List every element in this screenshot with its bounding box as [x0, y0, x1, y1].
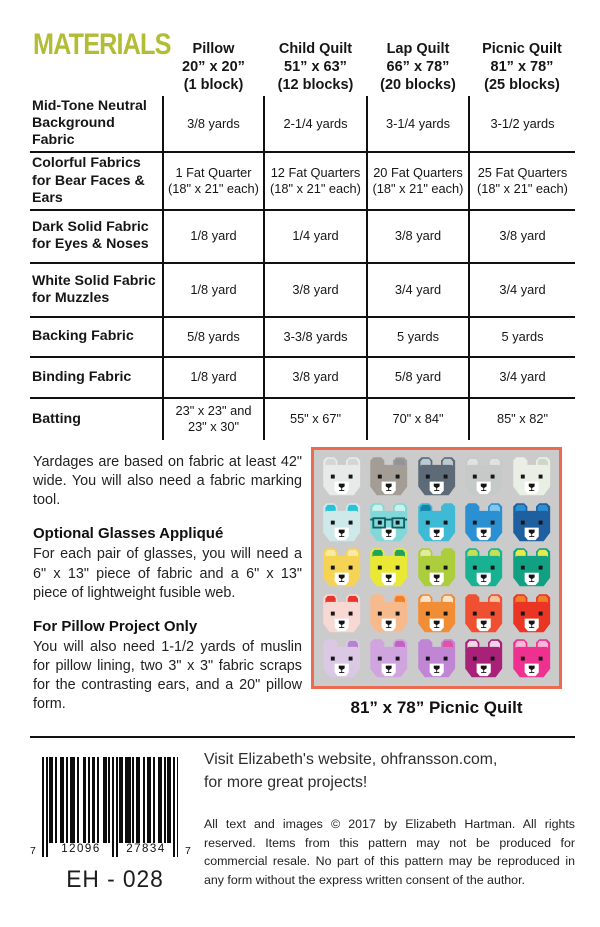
bear-block — [510, 547, 553, 589]
yardage-note: Yardages are based on fabric at least 42" wide. You will also need a fabric marking tool. — [33, 454, 302, 509]
bear-block — [510, 502, 553, 544]
table-row — [30, 317, 575, 357]
table-cell: 1/8 yard — [163, 357, 264, 398]
table-row — [30, 263, 575, 317]
table-cell: 55" x 67" — [264, 398, 367, 440]
column-size: 81” x 78” — [490, 59, 554, 76]
notes-section — [33, 453, 302, 728]
table-cell: 3/8 yard — [367, 210, 469, 263]
barcode — [30, 757, 200, 861]
table-cell: 3/8 yard — [264, 357, 367, 398]
table-cell: 1/8 yard — [163, 210, 264, 263]
bear-block — [510, 456, 553, 498]
table-cell: 3-1/4 yards — [367, 96, 469, 152]
column-blocks: (1 block) — [183, 77, 244, 94]
bear-block — [510, 593, 553, 635]
row-label: Binding Fabric — [30, 357, 163, 398]
table-cell: 3/8 yard — [469, 210, 575, 263]
column-header-picnic-quilt — [469, 38, 575, 96]
table-row — [30, 398, 575, 440]
quilt-caption: 81” x 78” Picnic Quilt — [350, 698, 523, 717]
column-size: 51” x 63” — [284, 59, 347, 76]
quilt-photo — [311, 447, 562, 689]
page-title: MATERIALS — [33, 28, 171, 61]
column-blocks: (20 blocks) — [380, 77, 456, 94]
row-label: Colorful Fabrics for Bear Faces & Ears — [30, 152, 163, 209]
bear-block — [462, 593, 505, 635]
column-blocks: (25 blocks) — [484, 77, 560, 94]
table-cell: 5/8 yard — [367, 357, 469, 398]
table-cell: 3-1/2 yards — [469, 96, 575, 152]
column-header-child-quilt — [264, 38, 367, 96]
column-name: Pillow — [192, 41, 235, 57]
product-code: EH - 028 — [66, 866, 164, 893]
table-cell: 1/8 yard — [163, 263, 264, 317]
bear-block — [462, 547, 505, 589]
table-cell: 5/8 yards — [163, 317, 264, 357]
bear-block — [415, 547, 458, 589]
website-note — [204, 749, 576, 795]
table-row — [30, 96, 575, 152]
row-label: Batting — [32, 410, 81, 427]
bear-block — [320, 502, 363, 544]
barcode-group2: 27834 — [126, 843, 166, 855]
column-name: Lap Quilt — [386, 41, 450, 57]
table-cell: 3/4 yard — [367, 263, 469, 317]
table-row — [30, 210, 575, 263]
column-size: 20” x 20” — [182, 59, 245, 76]
table-cell: 85" x 82" — [469, 398, 575, 440]
bear-block — [367, 502, 410, 544]
bear-block — [367, 593, 410, 635]
footer-divider — [30, 736, 575, 738]
bear-block — [320, 593, 363, 635]
glasses-note: For each pair of glasses, you will need a 6" x 13" piece of fabric and a 6" x 13" piece of lightweight fusible web. — [33, 546, 302, 601]
row-label: Mid-Tone Neutral Background Fabric — [30, 96, 163, 152]
column-name: Child Quilt — [278, 41, 353, 57]
barcode-right-digit: 7 — [185, 845, 191, 857]
bear-block — [510, 638, 553, 680]
table-cell: 1/4 yard — [264, 210, 367, 263]
table-cell: 3/4 yard — [469, 263, 575, 317]
bear-block — [415, 638, 458, 680]
bear-block — [462, 502, 505, 544]
barcode-group1: 12096 — [61, 843, 101, 855]
table-cell: 3/4 yard — [469, 357, 575, 398]
table-row — [30, 357, 575, 398]
table-cell: 12 Fat Quarters (18" x 21" each) — [264, 152, 367, 209]
bear-block — [462, 456, 505, 498]
column-size: 66” x 78” — [386, 59, 450, 76]
bear-block — [462, 638, 505, 680]
pillow-note: You will also need 1-1/2 yards of muslin for pillow lining, two 3" x 3" fabric scraps for the contrasting ears, and a 20" pillow form. — [33, 638, 302, 713]
barcode-bars — [42, 757, 178, 857]
table-cell: 3-3/8 yards — [264, 317, 367, 357]
column-name: Picnic Quilt — [482, 41, 562, 57]
row-label: Dark Solid Fabric for Eyes & Noses — [30, 210, 163, 263]
bear-block — [415, 456, 458, 498]
copyright-note: All text and images © 2017 by Elizabeth Hartman. All rights reserved. Items from this pattern may not be produced for commercial resale. No part of this pattern may be reproduced in any form without the express written consent of the author. — [204, 817, 575, 887]
bear-block — [367, 638, 410, 680]
bear-block — [320, 547, 363, 589]
bear-block — [415, 502, 458, 544]
barcode-left-digit: 7 — [30, 845, 36, 857]
table-cell: 5 yards — [469, 317, 575, 357]
pillow-heading: For Pillow Project Only — [33, 617, 198, 635]
table-row — [30, 152, 575, 209]
bear-block — [415, 593, 458, 635]
table-cell: 5 yards — [367, 317, 469, 357]
header-corner — [30, 38, 163, 96]
column-blocks: (12 blocks) — [277, 77, 354, 94]
table-cell: 2-1/4 yards — [264, 96, 367, 152]
glasses-heading: Optional Glasses Appliqué — [33, 525, 224, 543]
row-label: Backing Fabric — [30, 317, 163, 357]
table-cell: 3/8 yard — [264, 263, 367, 317]
table-cell: 3/8 yards — [163, 96, 264, 152]
bear-block — [367, 456, 410, 498]
table-cell: 20 Fat Quarters (18" x 21" each) — [367, 152, 469, 209]
table-cell: 70" x 84" — [367, 398, 469, 440]
row-label: White Solid Fabric for Muzzles — [30, 263, 163, 317]
table-cell: 23" x 23" and 23" x 30" — [163, 398, 264, 440]
materials-table — [30, 38, 575, 440]
website-line1: Visit Elizabeth's website, ohfransson.com, — [204, 751, 498, 768]
table-cell: 25 Fat Quarters (18" x 21" each) — [469, 152, 575, 209]
table-cell: 1 Fat Quarter (18" x 21" each) — [163, 152, 264, 209]
column-header-pillow — [163, 38, 264, 96]
header-row — [30, 38, 575, 96]
bear-block — [320, 638, 363, 680]
bear-block — [320, 456, 363, 498]
bear-block — [367, 547, 410, 589]
website-line2: for more great projects! — [204, 773, 368, 791]
column-header-lap-quilt — [367, 38, 469, 96]
